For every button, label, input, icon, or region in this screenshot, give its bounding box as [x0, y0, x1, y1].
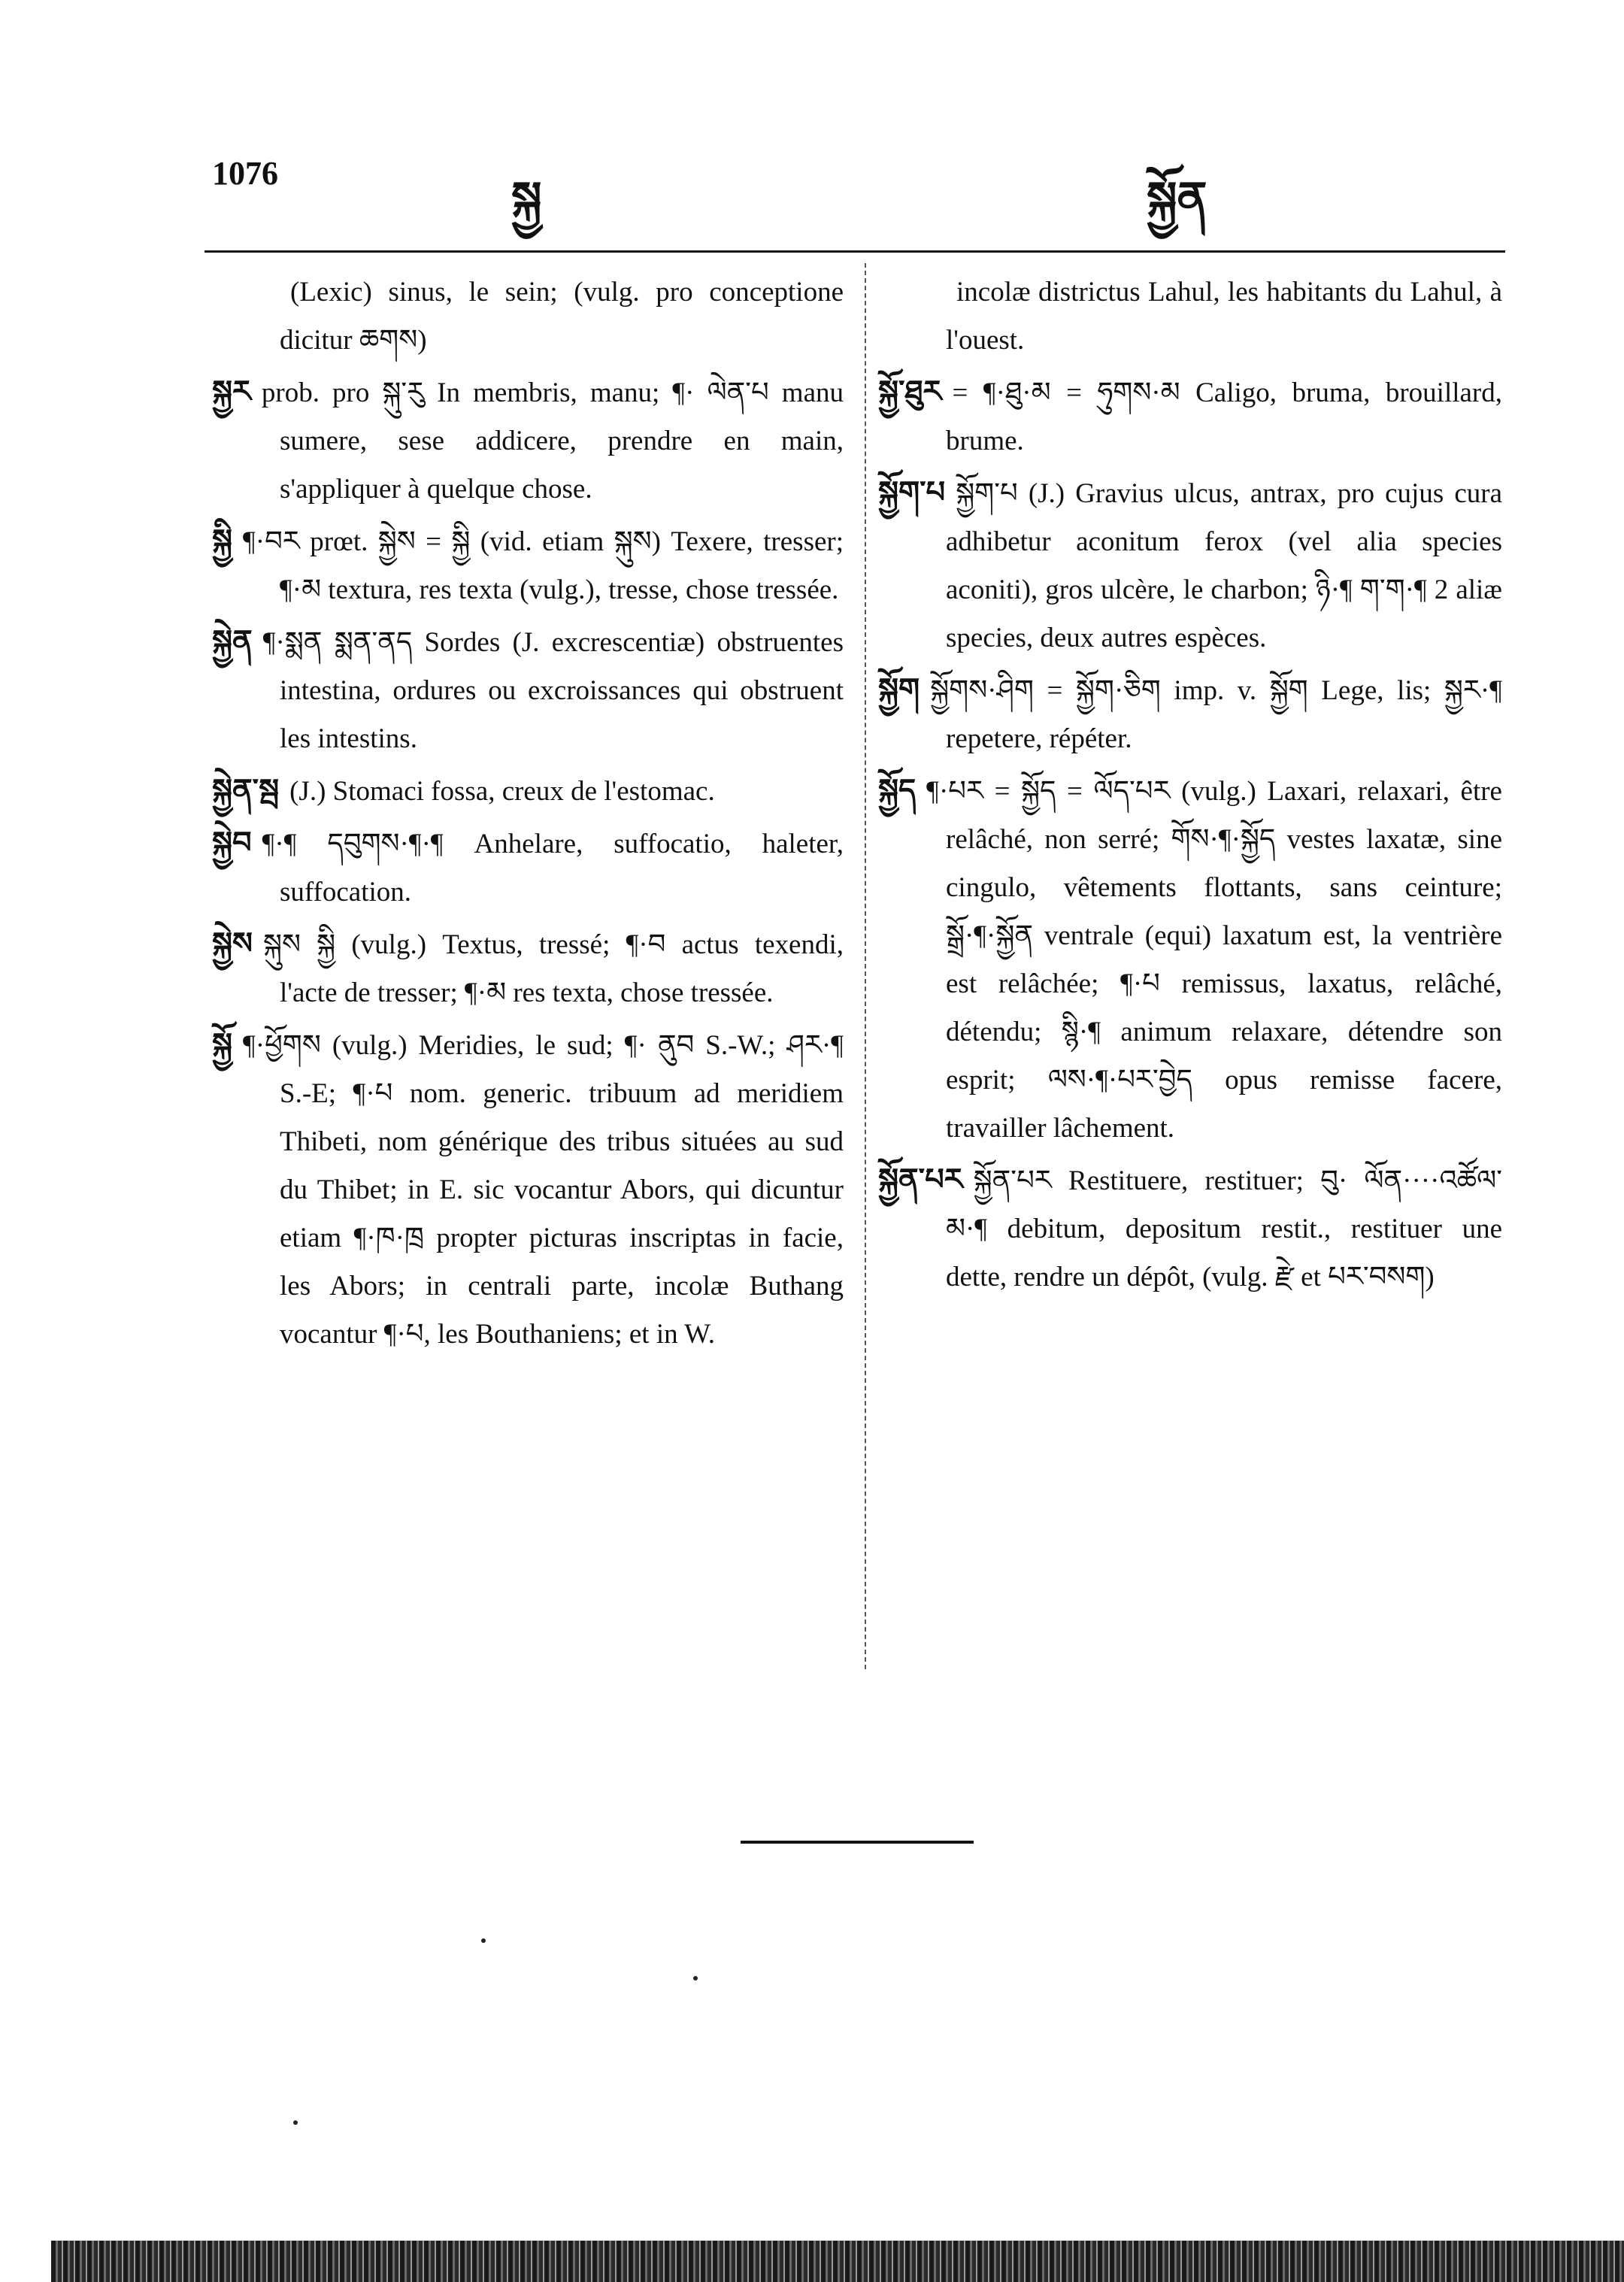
entry-text: ¶·ཕྱོགས (vulg.) Meridies, le sud; ¶· ནུབ S.-W.; ཤར·¶ S.-E; ¶·པ nom. generic. tribuum ad meridiem Thibeti, nom générique des tribus situées au sud du Thibet; in E. sic vocantur Abors, qui dicuntur etiam ¶·ཁ·ཁྲ propter picturas inscriptas in facie, les Abors; in centrali parte, incolæ Buthang vocantur ¶·པ, les Bouthaniens; et in W.	[243, 1030, 844, 1350]
scan-edge-strip	[51, 2241, 1624, 2282]
right-column	[878, 267, 1502, 1305]
entry-text: སྐྱོག་པ (J.) Gravius ulcus, antrax, pro cujus cura adhibetur aconitum ferox (vel alia species aconiti), gros ulcère, le charbon; ཉི·¶ ག་ག·¶ 2 aliæ species, deux autres espèces.	[946, 478, 1502, 653]
dictionary-entry	[212, 617, 844, 763]
dictionary-entry	[212, 267, 844, 365]
entry-text: སྐྱོན་པར Restituere, restituer; བུ· ལོན····འཚོལ་མ·¶ debitum, depositum restit., restituer une dette, rendre un dépôt, (vulg. རྫེ et པར་བསག)	[946, 1165, 1502, 1293]
entry-headword: སྐྱེབ	[212, 826, 252, 860]
entry-text: (Lexic) sinus, le sein; (vulg. pro conceptione dicitur ཆགས)	[280, 277, 844, 356]
entry-headword: སྐྱེན	[212, 624, 253, 659]
entry-headword: སྐྱར	[212, 374, 251, 409]
dictionary-entry	[212, 1020, 844, 1359]
dictionary-entry	[212, 517, 844, 614]
entry-text: incolæ districtus Lahul, les habitants du Lahul, à l'ouest.	[946, 277, 1502, 356]
entry-headword: སྐྱོད	[878, 773, 917, 808]
entry-headword: སྐྱོ་ཐུར	[878, 374, 942, 409]
entry-text: (J.) Stomaci fossa, creux de l'estomac.	[289, 776, 715, 807]
speck	[293, 2120, 298, 2125]
dictionary-entry	[878, 766, 1502, 1153]
dictionary-entry	[878, 368, 1502, 465]
entry-headword: སྐྱོ	[212, 1027, 232, 1062]
column-divider	[865, 263, 868, 1669]
end-rule	[741, 1841, 974, 1844]
dictionary-entry	[212, 368, 844, 514]
entry-headword: སྐྱེས	[212, 926, 253, 961]
entry-headword: སྐྱེན་སྦ	[212, 773, 280, 808]
entry-headword: སྐྱོག་པ	[878, 475, 946, 510]
dictionary-entry	[878, 267, 1502, 365]
entry-text: prob. pro སྐུ་རུ In membris, manu; ¶· ལེན་པ manu sumere, sese addicere, prendre en main, s'appliquer à quelque chose.	[261, 377, 844, 505]
dictionary-entry	[878, 1156, 1502, 1302]
dictionary-entry	[212, 766, 844, 816]
entry-headword: སྐྱོན་པར	[878, 1162, 963, 1197]
dictionary-entry	[878, 665, 1502, 763]
entry-text: སྐྱོགས·ཤིག = སྐྱོག·ཅིག imp. v. སྐྱོག Lege, lis; སྐྱར·¶ repetere, répéter.	[930, 675, 1502, 754]
entry-headword: སྐྱོག	[878, 672, 920, 707]
page-number: 1076	[212, 155, 278, 192]
running-head-left: སྐྱ	[511, 172, 542, 225]
entry-text: ¶·བར prœt. སྐྱེས = སྐྱི (vid. etiam སྐུས) Texere, tresser; ¶·མ textura, res texta (vulg.), tresse, chose tressée.	[243, 526, 844, 605]
entry-text: ¶·¶ དབུགས·¶·¶ Anhelare, suffocatio, haleter, suffocation.	[262, 829, 844, 908]
dictionary-entry	[212, 920, 844, 1017]
header-rule	[205, 250, 1505, 253]
entry-text: སྐུས སྐྱི (vulg.) Textus, tressé; ¶·བ actus texendi, l'acte de tresser; ¶·མ res texta, chose tressée.	[263, 929, 844, 1008]
speck	[481, 1938, 486, 1943]
entry-text: = ¶·ཐུ·མ = ཧུགས·མ Caligo, bruma, brouillard, brume.	[946, 377, 1502, 456]
left-column	[212, 267, 844, 1362]
entry-text: ¶·པར = སྐྱོད = ལོད་པར (vulg.) Laxari, relaxari, être relâché, non serré; གོས·¶·སྐྱོད vestes laxatæ, sine cingulo, vêtements flottants, sans ceinture; སྒྲོ·¶·སྐྱོན ventrale (equi) laxatum est, la ventrière est relâchée; ¶·པ remissus, laxatus, relâché, détendu; སྙི·¶ animum relaxare, détendre son esprit; ལས·¶·པར་བྱེད opus remisse facere, travailler lâchement.	[926, 776, 1502, 1144]
entry-text: ¶·སྨན སྨན་ནད Sordes (J. excrescentiæ) obstruentes intestina, ordures ou excroissances qui obstruent les intestins.	[262, 627, 844, 754]
speck	[693, 1976, 698, 1980]
dictionary-entry	[878, 468, 1502, 662]
dictionary-entry	[212, 819, 844, 917]
running-head-right: སྐྱོན	[1147, 172, 1207, 225]
entry-headword: སྐྱི	[212, 523, 232, 558]
